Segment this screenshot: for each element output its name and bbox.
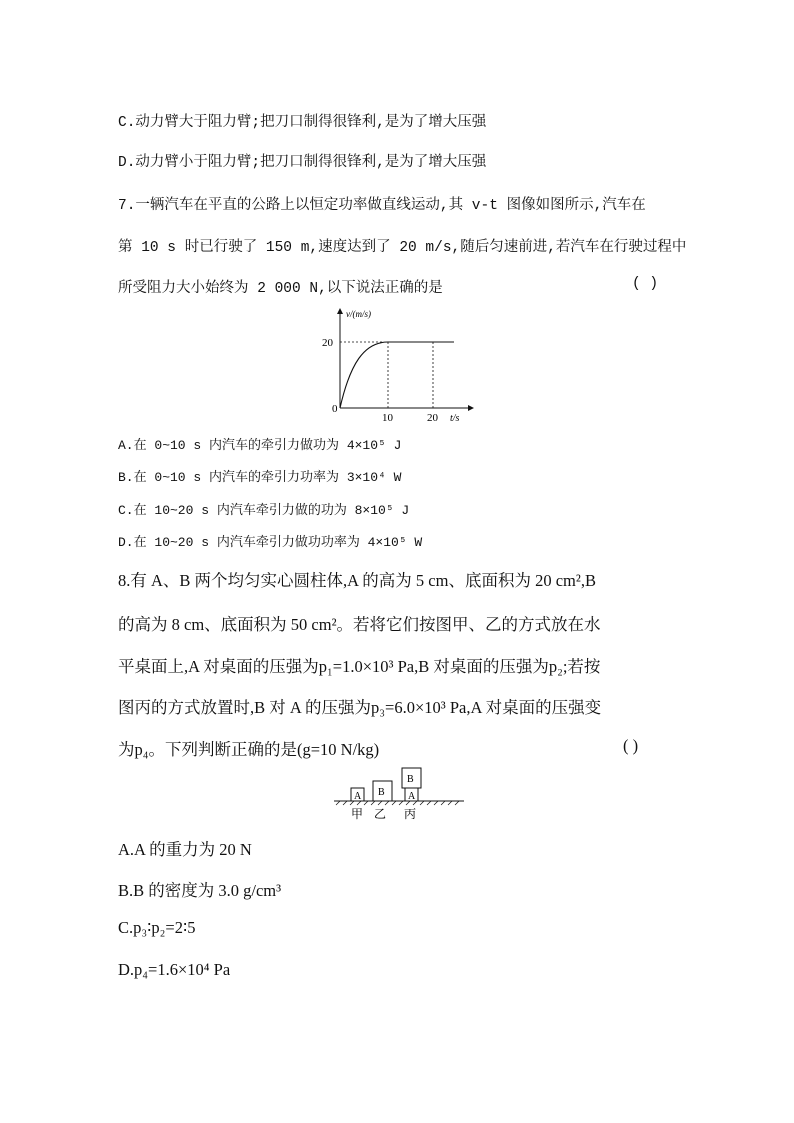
y-axis-arrow-icon	[337, 308, 343, 314]
blocks-figure-svg	[334, 764, 464, 824]
origin-label: 0	[332, 403, 338, 415]
y-axis-label: v/(m/s)	[346, 309, 371, 319]
q7-stem-line2: 第 10 s 时已行驶了 150 m,速度达到了 20 m/s,随后匀速前进,若汽车在行驶过程中	[118, 240, 687, 256]
q7-answer-bracket: ( )	[632, 276, 659, 292]
q8-stem-line3: 平桌面上,A 对桌面的压强为p₁=1.0×10³ Pa,B 对桌面的压强为p₂;若按	[118, 657, 601, 676]
q8-answer-bracket: ( )	[623, 736, 639, 755]
blocks-figure	[334, 764, 464, 828]
q8-stem-line5: 为p₄。下列判断正确的是(g=10 N/kg)	[118, 740, 380, 759]
q7-option-a: A.在 0~10 s 内汽车的牵引力做功为 4×10⁵ J	[118, 438, 402, 453]
q8-stem-line1: 8.有 A、B 两个均匀实心圆柱体,A 的高为 5 cm、底面积为 20 cm²,B	[118, 571, 596, 590]
q8-option-d: D.p₄=1.6×10⁴ Pa	[118, 960, 231, 979]
x-tick-10: 10	[382, 412, 393, 424]
vt-graph	[318, 304, 478, 432]
block-b-bing-label: B	[407, 774, 414, 785]
x-axis-arrow-icon	[468, 405, 474, 411]
block-a-jia-label: A	[354, 791, 362, 802]
q7-option-b: B.在 0~10 s 内汽车的牵引力功率为 3×10⁴ W	[118, 470, 402, 485]
x-tick-20: 20	[427, 412, 438, 424]
caption-bing: 丙	[404, 807, 417, 821]
q7-stem-line3: 所受阻力大小始终为 2 000 N,以下说法正确的是	[118, 281, 443, 297]
q8-stem-line2: 的高为 8 cm、底面积为 50 cm²。若将它们按图甲、乙的方式放在水	[118, 615, 601, 634]
q8-option-a: A.A 的重力为 20 N	[118, 840, 252, 859]
velocity-curve	[340, 342, 454, 408]
caption-jia: 甲	[351, 807, 364, 821]
caption-yi: 乙	[374, 807, 387, 821]
q8-stem-line4: 图丙的方式放置时,B 对 A 的压强为p₃=6.0×10³ Pa,A 对桌面的压强变	[118, 698, 602, 717]
block-a-bing-label: A	[408, 791, 416, 802]
q7-option-d: D.在 10~20 s 内汽车牵引力做功功率为 4×10⁵ W	[118, 535, 423, 550]
x-axis-label: t/s	[450, 413, 460, 424]
q8-option-b: B.B 的密度为 3.0 g/cm³	[118, 881, 282, 900]
q7-option-c: C.在 10~20 s 内汽车牵引力做的功为 8×10⁵ J	[118, 503, 410, 518]
y-tick-20: 20	[322, 337, 333, 349]
q7-stem-line1: 7.一辆汽车在平直的公路上以恒定功率做直线运动,其 v-t 图像如图所示,汽车在	[118, 198, 646, 214]
vt-graph-svg	[318, 304, 478, 428]
q8-option-c: C.p₃∶p₂=2∶5	[118, 918, 196, 937]
block-b-yi-label: B	[378, 787, 385, 798]
q6-option-d: D.动力臂小于阻力臂;把刀口制得很锋利,是为了增大压强	[118, 155, 487, 171]
q6-option-c: C.动力臂大于阻力臂;把刀口制得很锋利,是为了增大压强	[118, 115, 487, 131]
